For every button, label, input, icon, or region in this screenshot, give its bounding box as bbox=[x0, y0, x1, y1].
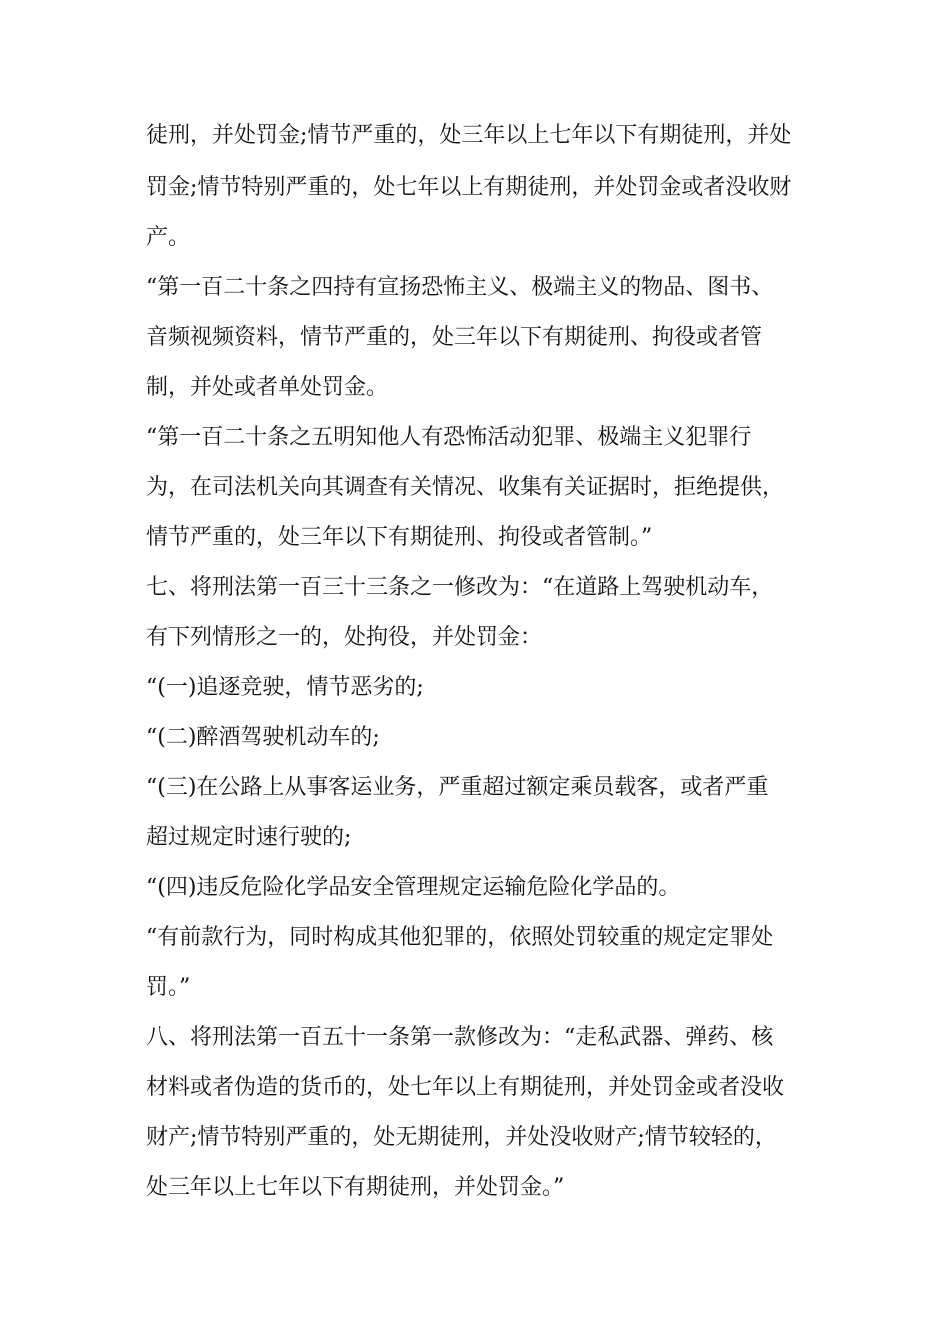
text-line: “第一百二十条之五明知他人有恐怖活动犯罪、极端主义犯罪行 bbox=[146, 425, 752, 450]
text-line: 超过规定时速行驶的; bbox=[146, 825, 352, 850]
text-line: 材料或者伪造的货币的，处七年以上有期徒刑，并处罚金或者没收 bbox=[146, 1075, 785, 1100]
text-line: 八、将刑法第一百五十一条第一款修改为：“走私武器、弹药、核 bbox=[146, 1025, 774, 1050]
text-line: 财产;情节特别严重的，处无期徒刑，并处没收财产;情节较轻的， bbox=[146, 1125, 777, 1150]
text-line: “(一)追逐竞驶，情节恶劣的; bbox=[146, 675, 424, 700]
text-line: 七、将刑法第一百三十三条之一修改为：“在道路上驾驶机动车， bbox=[146, 575, 774, 600]
text-line: “有前款行为，同时构成其他犯罪的，依照处罚较重的规定定罪处 bbox=[146, 925, 774, 950]
text-line: “(四)违反危险化学品安全管理规定运输危险化学品的。 bbox=[146, 875, 681, 900]
text-line: 罚金;情节特别严重的，处七年以上有期徒刑，并处罚金或者没收财 bbox=[146, 175, 792, 200]
text-line: 情节严重的，处三年以下有期徒刑、拘役或者管制。” bbox=[146, 525, 653, 550]
text-line: 徒刑，并处罚金;情节严重的，处三年以上七年以下有期徒刑，并处 bbox=[146, 123, 792, 148]
text-line: “第一百二十条之四持有宣扬恐怖主义、极端主义的物品、图书、 bbox=[146, 275, 774, 300]
text-line: 制，并处或者单处罚金。 bbox=[146, 375, 389, 400]
text-line: 罚。” bbox=[146, 975, 191, 1000]
text-line: “(三)在公路上从事客运业务，严重超过额定乘员载客，或者严重 bbox=[146, 775, 769, 800]
text-line: 有下列情形之一的，处拘役，并处罚金： bbox=[146, 625, 543, 650]
text-line: 为，在司法机关向其调查有关情况、收集有关证据时，拒绝提供， bbox=[146, 475, 785, 500]
text-line: 产。 bbox=[146, 225, 191, 250]
text-line: 处三年以上七年以下有期徒刑，并处罚金。” bbox=[146, 1175, 565, 1200]
text-line: “(二)醉酒驾驶机动车的; bbox=[146, 725, 380, 750]
text-line: 音频视频资料，情节严重的，处三年以下有期徒刑、拘役或者管 bbox=[146, 325, 763, 350]
